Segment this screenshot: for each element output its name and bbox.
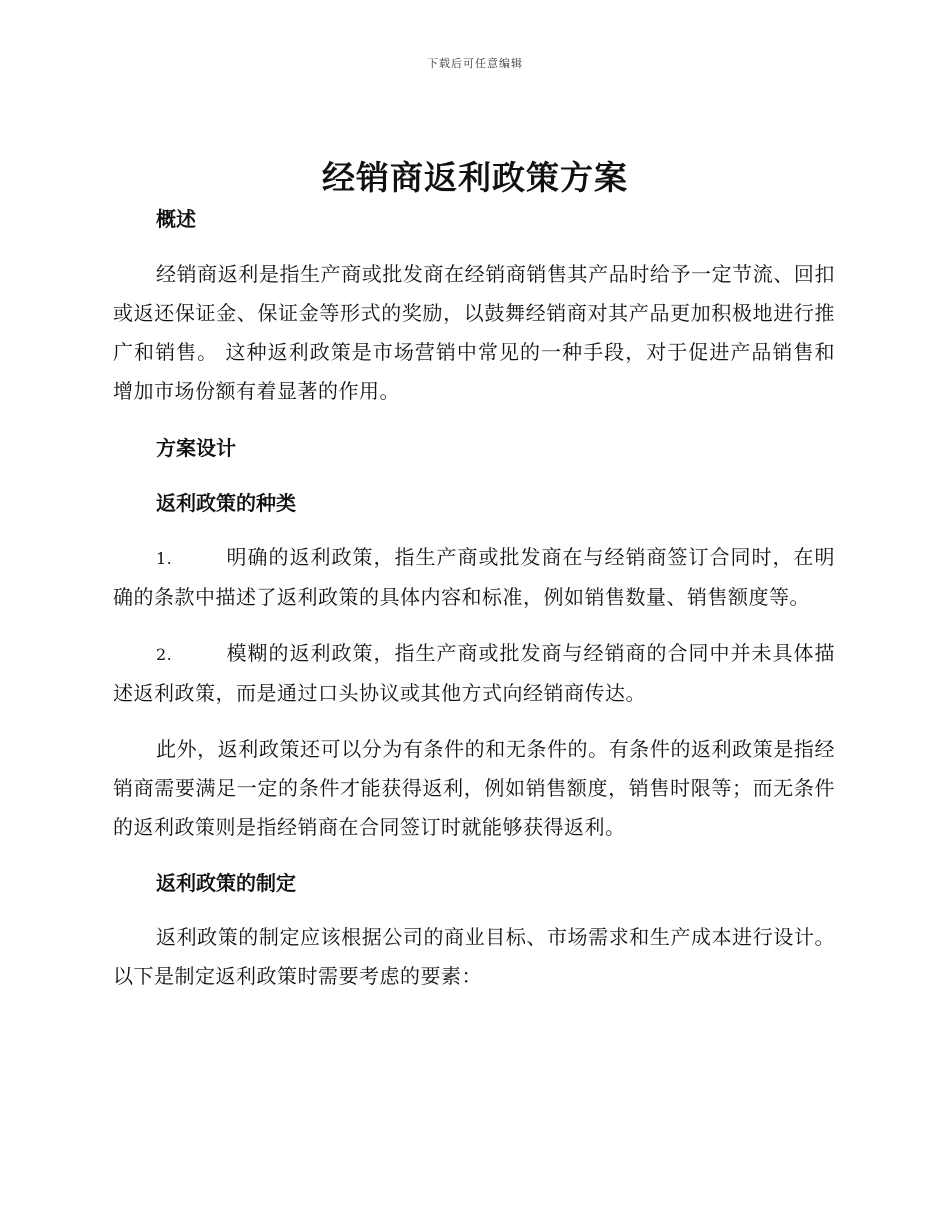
types-paragraph: 此外，返利政策还可以分为有条件的和无条件的。有条件的返利政策是指经销商需要满足一定的条件才能获得返利，例如销售额度，销售时限等；而无条件的返利政策则是指经销商在合同签订时就能够获得返利。 — [113, 737, 835, 839]
list-item-1 — [113, 538, 835, 617]
making-heading: 返利政策的制定 — [156, 871, 296, 895]
list-number-1: 1. — [156, 549, 173, 568]
types-heading: 返利政策的种类 — [156, 491, 296, 515]
design-heading: 方案设计 — [156, 436, 236, 460]
overview-paragraph: 经销商返利是指生产商或批发商在经销商销售其产品时给予一定节流、回扣或返还保证金、保证金等形式的奖励，以鼓舞经销商对其产品更加积极地进行推广和销售。 这种返利政策是市场营销中常见的一种手段，对于促进产品销售和增加市场份额有着显著的作用。 — [113, 262, 835, 403]
list-text-2: 模糊的返利政策，指生产商或批发商与经销商的合同中并未具体描述返利政策，而是通过口头协议或其他方式向经销商传达。 — [113, 641, 835, 705]
list-number-2: 2. — [156, 645, 173, 664]
document-body — [113, 200, 835, 996]
overview-heading: 概述 — [156, 207, 196, 231]
list-item-2 — [113, 634, 835, 713]
list-text-1: 明确的返利政策，指生产商或批发商在与经销商签订合同时，在明确的条款中描述了返利政策的具体内容和标准，例如销售数量、销售额度等。 — [113, 545, 835, 609]
document-title: 经销商返利政策方案 — [322, 158, 628, 197]
header-note: 下载后可任意编辑 — [427, 57, 523, 70]
making-paragraph: 返利政策的制定应该根据公司的商业目标、市场需求和生产成本进行设计。以下是制定返利政策时需要考虑的要素： — [113, 925, 835, 988]
